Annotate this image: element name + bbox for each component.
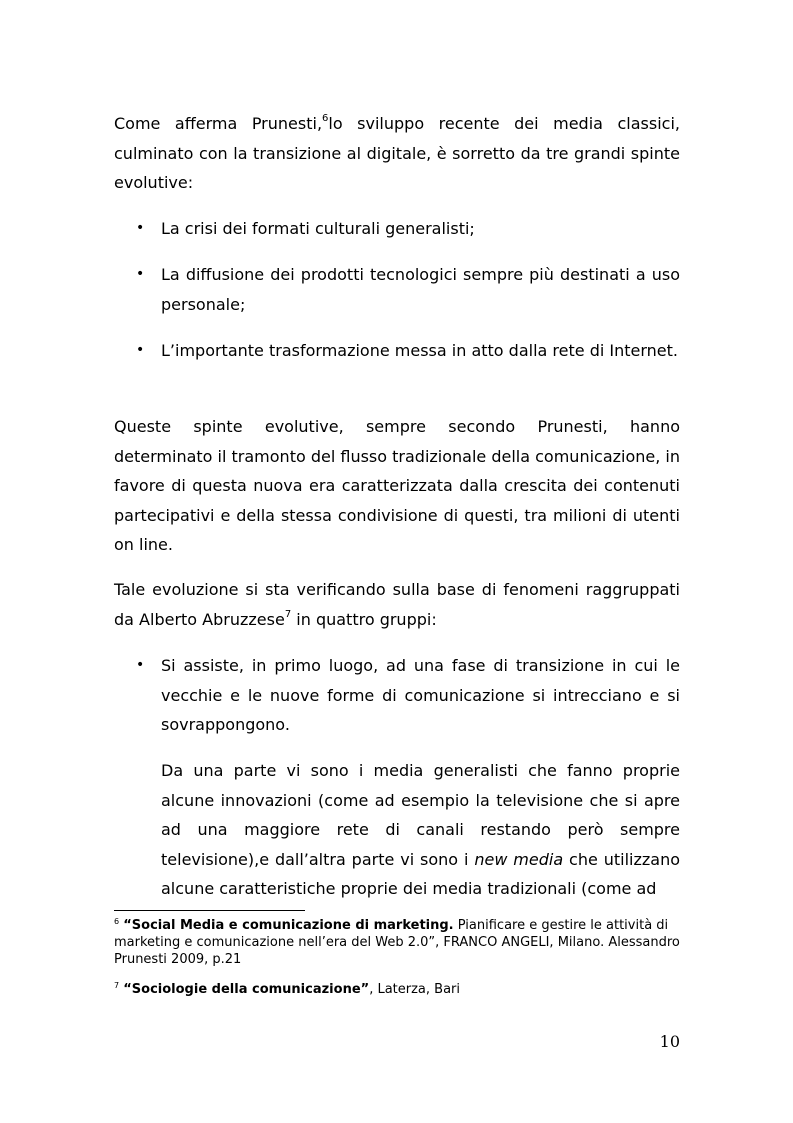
footnote-title: “Sociologie della comunicazione” (123, 982, 370, 997)
intro-paragraph (114, 109, 680, 198)
footnote-text: , Laterza, Bari (369, 982, 460, 997)
bullet-icon: • (136, 657, 145, 673)
bullet-icon: • (136, 342, 145, 358)
footnote-number: 7 (114, 981, 120, 990)
list-item-text: L’importante trasformazione messa in atto dalla rete di Internet. (161, 341, 678, 360)
body-paragraph (114, 575, 680, 634)
emphasis-text: new media (474, 849, 564, 869)
body-paragraph: Queste spinte evolutive, sempre secondo Prunesti, hanno determinato il tramonto del flusso tradizionale della comunicazione, in favore di questa nuova era caratterizzata dalla crescita dei contenuti partecipativi e della stessa condivisione di questi, tra milioni di utenti on line. (114, 417, 680, 554)
intro-text-start: Come afferma Prunesti, (114, 114, 323, 133)
footnote-ref-7[interactable]: 7 (284, 608, 292, 620)
footnote-separator (114, 910, 305, 911)
list-item-text: La crisi dei formati culturali generalisti; (161, 219, 475, 238)
indented-paragraph (161, 756, 680, 904)
bullet-icon: • (136, 220, 145, 236)
bullet-icon: • (136, 266, 145, 282)
list-item-text: La diffusione dei prodotti tecnologici sempre più destinati a uso personale; (161, 265, 680, 314)
footnote-title: “Social Media e comunicazione di marketing. (123, 918, 454, 933)
page-number: 10 (659, 1032, 680, 1051)
footnote-number: 6 (114, 917, 120, 926)
indented-text-start: Da una parte vi sono i media generalisti che fanno proprie alcune innovazioni (come ad esempio la televisione che si apre ad una maggiore rete di canali restando però sempre televisione),e dall’altra parte vi sono i (161, 761, 680, 869)
intro-text-end: lo sviluppo recente dei media classici, culminato con la transizione al digitale, è sorretto da tre grandi spinte evolutive: (114, 114, 680, 192)
footnote-text: Pianificare e gestire le attività di marketing e comunicazione nell’era del Web 2.0”, FRANCO ANGELI, Milano. Alessandro Prunesti 2009, p.21 (114, 918, 680, 967)
para-text-end: in quattro gruppi: (291, 609, 437, 629)
list-item-text: Si assiste, in primo luogo, ad una fase di transizione in cui le vecchie e le nuove forme di comunicazione si intrecciano e si sovrappongono. (161, 656, 680, 734)
footnote-ref-6[interactable]: 6 (322, 113, 329, 124)
footnote-6 (114, 917, 680, 968)
footnote-7 (114, 981, 680, 998)
para-text-start: Tale evoluzione si sta verificando sulla base di fenomeni raggruppati da Alberto Abruzzese (114, 580, 680, 629)
indented-text-end: che utilizzano alcune caratteristiche proprie dei media tradizionali (come ad (161, 849, 681, 898)
